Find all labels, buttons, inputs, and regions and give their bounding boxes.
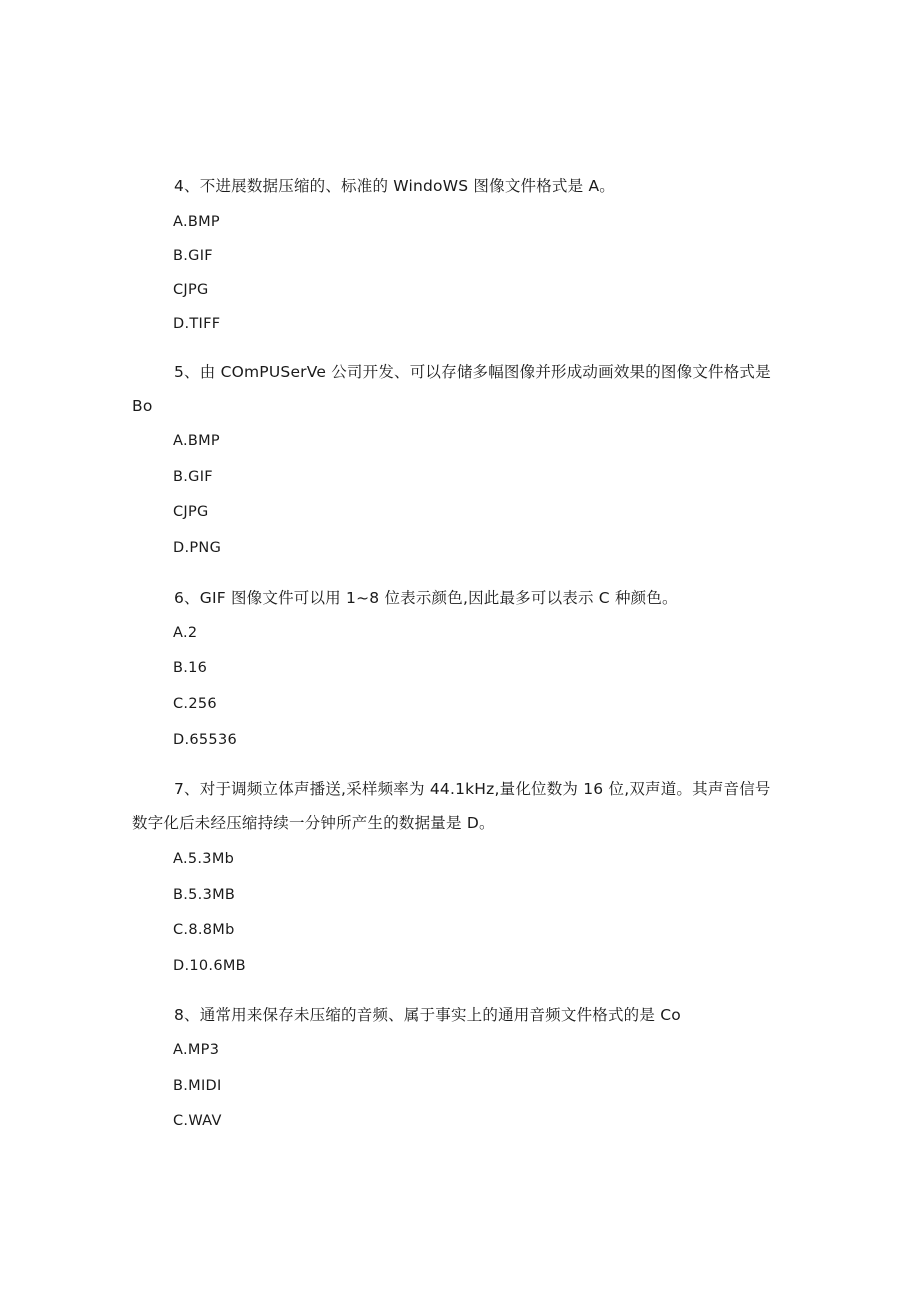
question-5-option-a: A.BMP [173,433,220,449]
question-4-option-b: B.GIF [173,248,213,264]
question-6-option-d: D.65536 [173,732,238,748]
question-8-option-c: C.WAV [173,1113,222,1129]
question-5-text: 5、由 COmPUSerVe 公司开发、可以存储多幅图像并形成动画效果的图像文件格式是 Bo [132,363,771,415]
question-5-option-c: CJPG [173,504,209,520]
question-4-text: 4、不进展数据压缩的、标准的 WindoWS 图像文件格式是 A。 [174,177,615,195]
question-6-option-c: C.256 [173,696,217,712]
question-7-text: 7、对于调频立体声播送,采样频率为 44.1kHz,量化位数为 16 位,双声道。其声音信号数字化后未经压缩持续一分钟所产生的数据量是 D。 [132,780,771,832]
question-5-option-b: B.GIF [173,469,213,485]
question-6-option-b: B.16 [173,660,208,676]
question-7-option-a: A.5.3Mb [173,851,235,867]
question-4-option-d: D.TIFF [173,316,221,332]
question-8-option-a: A.MP3 [173,1042,220,1058]
question-7-option-d: D.10.6MB [173,958,246,974]
question-4-option-a: A.BMP [173,214,220,230]
question-6-option-a: A.2 [173,625,198,641]
question-7-option-c: C.8.8Mb [173,922,235,938]
question-8-option-b: B.MIDI [173,1078,222,1094]
question-7-option-b: B.5.3MB [173,887,236,903]
question-5-option-d: D.PNG [173,540,222,556]
question-4-option-c: CJPG [173,282,209,298]
question-8-text: 8、通常用来保存未压缩的音频、属于事实上的通用音频文件格式的是 Co [174,1006,681,1024]
question-6-text: 6、GIF 图像文件可以用 1~8 位表示颜色,因此最多可以表示 C 种颜色。 [174,589,678,607]
